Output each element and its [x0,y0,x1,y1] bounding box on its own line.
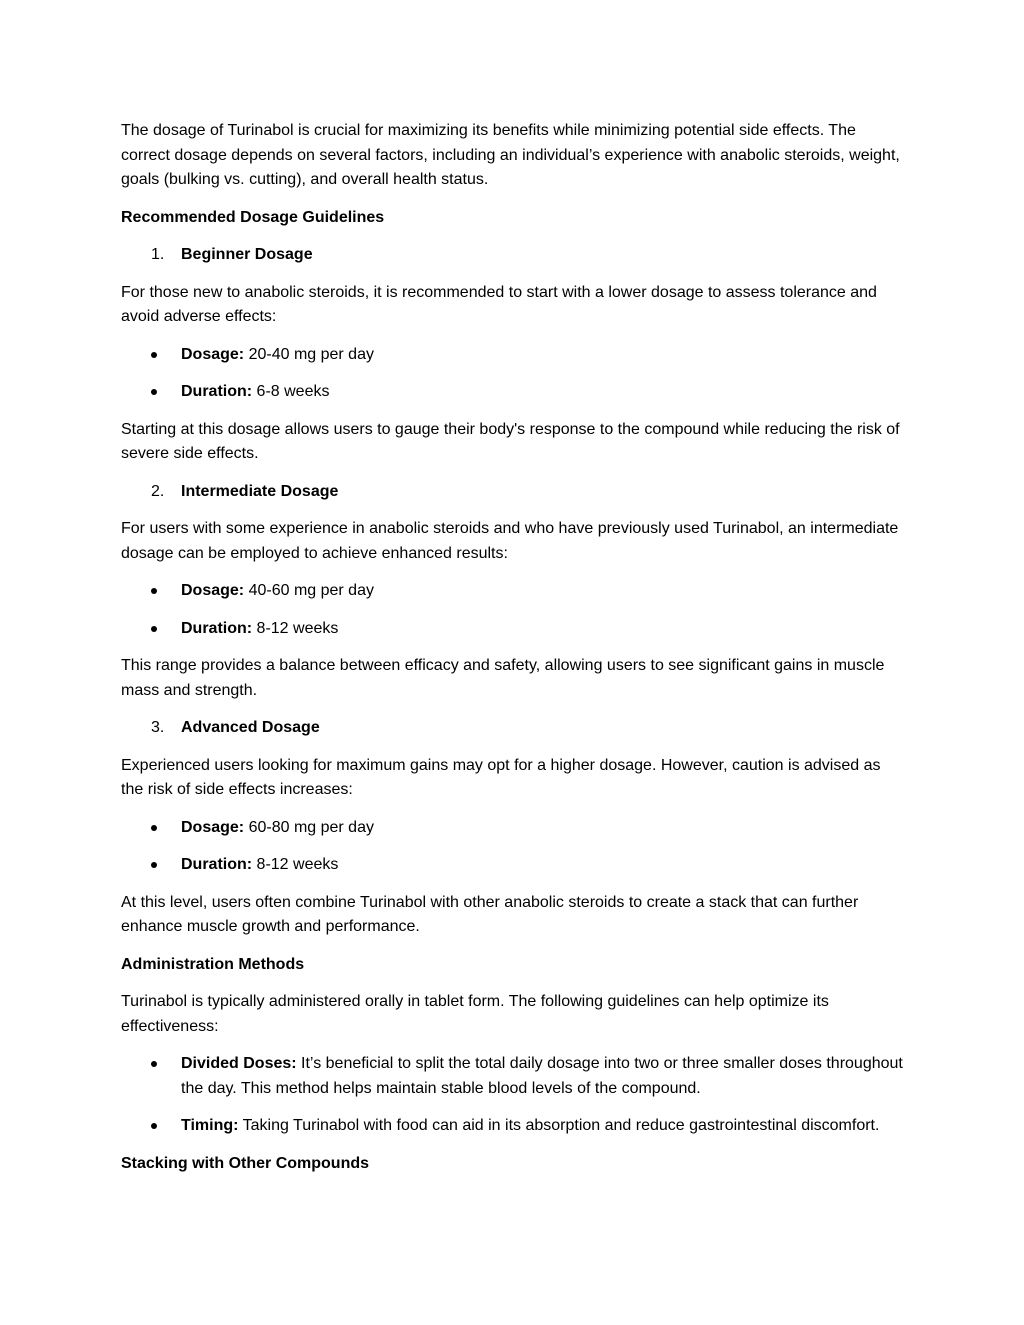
subheading-beginner-dosage: Beginner Dosage [181,246,313,263]
list-number: 3. [151,719,165,736]
bullet-icon [151,1123,157,1129]
bullet-text: Taking Turinabol with food can aid in its absorption and reduce gastrointestinal discomfort. [238,1117,880,1134]
bullet-icon [151,1061,157,1067]
list-item [121,343,906,368]
bullet-label: Divided Doses: [181,1055,297,1072]
numbered-item-advanced [121,716,906,741]
numbered-item-intermediate [121,480,906,505]
administration-bullet-list [121,1052,906,1139]
bullet-label: Duration: [181,383,253,400]
bullet-icon [151,389,157,395]
bullet-icon [151,352,157,358]
bullet-text: It’s beneficial to split the total daily dosage into two or three smaller doses throughout the day. This method helps maintain stable blood levels of the compound. [181,1055,903,1097]
document-page [121,119,906,1189]
numbered-item-beginner [121,243,906,268]
intermediate-outro-paragraph: This range provides a balance between efficacy and safety, allowing users to see significant gains in muscle mass and strength. [121,657,885,699]
bullet-text: 20-40 mg per day [244,345,374,363]
bullet-icon [151,825,157,831]
list-number: 2. [151,482,165,500]
bullet-label: Dosage: [181,345,245,363]
list-item [121,816,906,841]
list-number: 1. [151,246,165,263]
administration-intro-paragraph: Turinabol is typically administered orally in tablet form. The following guidelines can help optimize its effectiveness: [121,993,829,1035]
heading-stacking-compounds: Stacking with Other Compounds [121,1154,370,1172]
bullet-text: 60-80 mg per day [244,818,374,836]
bullet-label: Duration: [181,619,253,637]
heading-recommended-dosage: Recommended Dosage Guidelines [121,208,385,226]
bullet-icon [151,626,157,632]
bullet-label: Timing: [181,1117,239,1134]
bullet-label: Duration: [181,856,253,873]
bullet-text: 8-12 weeks [252,619,339,637]
bullet-icon [151,588,157,594]
bullet-text: 8-12 weeks [252,856,339,873]
subheading-intermediate-dosage: Intermediate Dosage [181,482,339,500]
intermediate-intro-paragraph: For users with some experience in anabolic steroids and who have previously used Turinabol, an intermediate dosage can be employed to achieve enhanced results: [121,520,899,562]
list-item [121,617,906,642]
advanced-intro-paragraph: Experienced users looking for maximum gains may opt for a higher dosage. However, caution is advised as the risk of side effects increases: [121,756,881,798]
heading-administration-methods: Administration Methods [121,955,305,973]
intermediate-bullet-list [121,579,906,641]
list-item [121,1052,906,1101]
list-item [121,380,906,405]
list-item [121,579,906,604]
intro-paragraph: The dosage of Turinabol is crucial for maximizing its benefits while minimizing potential side effects. The correct dosage depends on several factors, including an individual’s experience with anabolic steroids, weight, goals (bulking vs. cutting), and overall health status. [121,122,900,188]
beginner-intro-paragraph: For those new to anabolic steroids, it is recommended to start with a lower dosage to assess tolerance and avoid adverse effects: [121,283,877,325]
advanced-bullet-list [121,816,906,878]
list-item [121,1114,906,1139]
list-item [121,853,906,878]
beginner-bullet-list [121,343,906,405]
bullet-text: 6-8 weeks [252,383,330,400]
bullet-icon [151,862,157,868]
bullet-text: 40-60 mg per day [244,582,374,599]
beginner-outro-paragraph: Starting at this dosage allows users to gauge their body's response to the compound while reducing the risk of severe side effects. [121,420,900,462]
advanced-outro-paragraph: At this level, users often combine Turinabol with other anabolic steroids to create a stack that can further enhance muscle growth and performance. [121,893,859,935]
subheading-advanced-dosage: Advanced Dosage [181,719,320,736]
bullet-label: Dosage: [181,582,245,599]
bullet-label: Dosage: [181,818,245,836]
